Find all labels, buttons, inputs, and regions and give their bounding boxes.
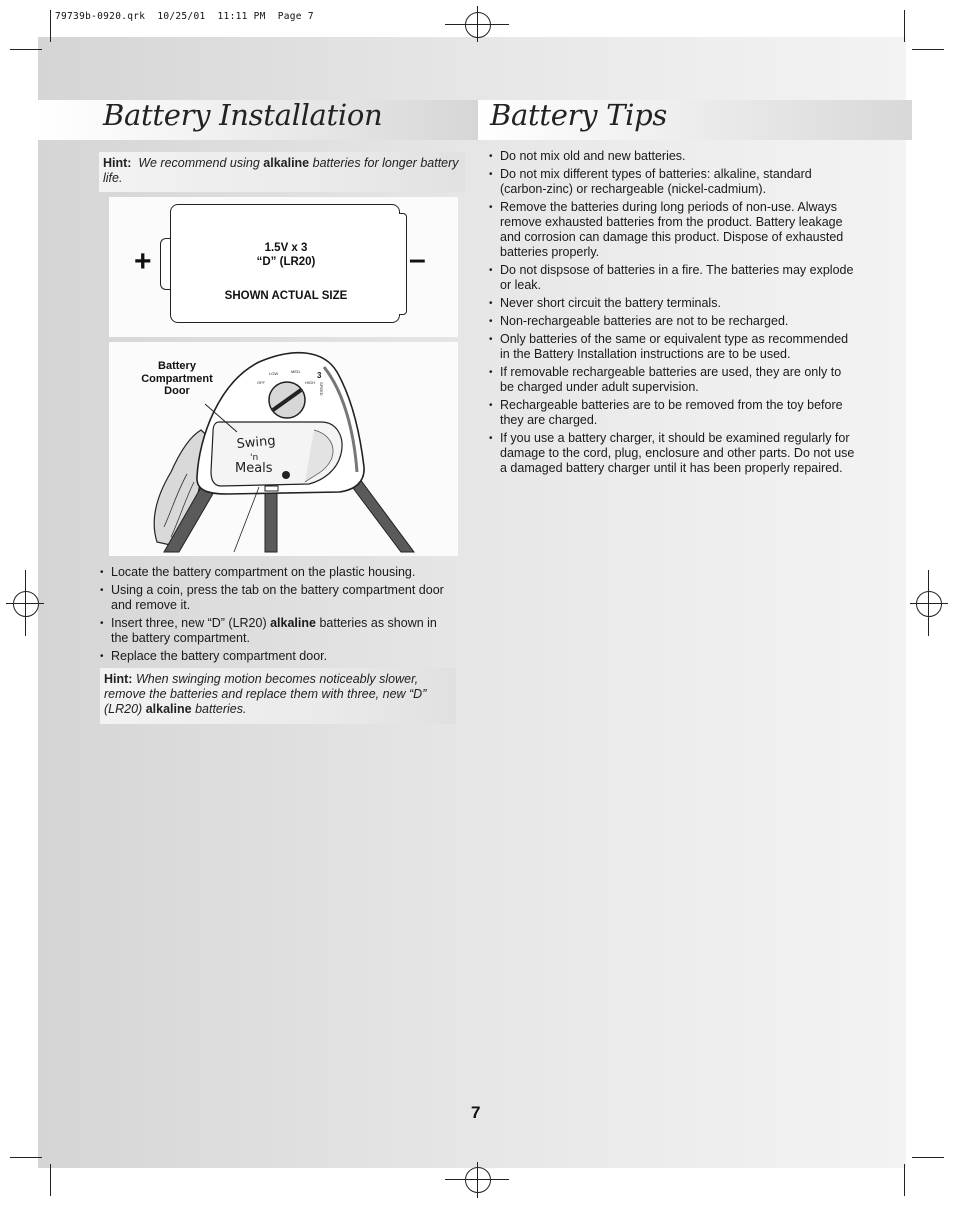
list-item: • Non-rechargeable batteries are not to be recharged. bbox=[489, 314, 855, 329]
list-item: • If you use a battery charger, it should be examined regularly for damage to the cord, plug, enclosure and other parts. Do not use a damaged battery charger until it has been properly repaired. bbox=[489, 431, 855, 476]
crop-mark bbox=[10, 1157, 42, 1158]
crop-mark bbox=[50, 1164, 51, 1196]
battery-size: “D” (LR20) bbox=[256, 256, 316, 268]
hint-text: We recommend using bbox=[138, 156, 260, 170]
list-item: • Do not dispsose of batteries in a fire. The batteries may explode or leak. bbox=[489, 263, 855, 293]
list-item: • Never short circuit the battery terminals. bbox=[489, 296, 855, 311]
list-item: • If removable rechargeable batteries are used, they are only to be charged under adult supervision. bbox=[489, 365, 855, 395]
negative-sign: – bbox=[409, 243, 426, 276]
crop-mark bbox=[912, 49, 944, 50]
speed-label: SPEED bbox=[319, 382, 324, 396]
hint-bold: alkaline bbox=[145, 702, 192, 716]
installation-steps bbox=[100, 565, 452, 667]
crop-mark bbox=[10, 49, 42, 50]
logo-n: 'n bbox=[250, 453, 259, 463]
list-item: • Replace the battery compartment door. bbox=[100, 649, 452, 664]
hint-label: Hint: bbox=[104, 672, 133, 686]
crop-mark bbox=[912, 1157, 944, 1158]
dial-label-high: HIGH bbox=[305, 380, 315, 385]
list-item: • Using a coin, press the tab on the battery compartment door and remove it. bbox=[100, 583, 452, 613]
hint-bold: alkaline bbox=[263, 156, 310, 170]
dial-label-low: LOW bbox=[269, 371, 279, 376]
positive-sign: + bbox=[134, 245, 152, 278]
list-item: • Locate the battery compartment on the plastic housing. bbox=[100, 565, 452, 580]
list-item: • Remove the batteries during long periods of non-use. Always remove exhausted batteries from the product. Battery leakage and corrosion can damage this product. Dispose of exhausted batteries properly. bbox=[489, 200, 855, 260]
battery-actual-size-label: SHOWN ACTUAL SIZE bbox=[224, 290, 348, 302]
crop-mark bbox=[904, 1164, 905, 1196]
swing-center-post bbox=[265, 490, 277, 552]
printer-slug: 79739b-0920.qrk 10/25/01 11:11 PM Page 7 bbox=[55, 11, 314, 22]
hint-text: batteries. bbox=[195, 702, 247, 716]
battery-compartment-callout: Battery Compartment Door bbox=[141, 360, 213, 397]
crop-mark bbox=[50, 10, 51, 42]
hint-top bbox=[99, 152, 465, 192]
crop-mark bbox=[904, 10, 905, 42]
battery-tips-list bbox=[489, 149, 855, 479]
logo-meals: Meals bbox=[235, 461, 273, 476]
list-item: • Rechargeable batteries are to be removed from the toy before they are charged. bbox=[489, 398, 855, 428]
battery-voltage: 1.5V x 3 bbox=[264, 242, 308, 254]
list-item: • Insert three, new “D” (LR20) alkaline batteries as shown in the battery compartment. bbox=[100, 616, 452, 646]
list-item: • Only batteries of the same or equivalent type as recommended in the Battery Installation instructions are to be used. bbox=[489, 332, 855, 362]
list-item: • Do not mix old and new batteries. bbox=[489, 149, 855, 164]
battery-tips-title: Battery Tips bbox=[490, 98, 667, 132]
speed-number: 3 bbox=[317, 371, 322, 380]
hint-bottom bbox=[100, 668, 456, 724]
dial-label-off: OFF bbox=[257, 380, 265, 385]
page-number: 7 bbox=[471, 1103, 481, 1122]
hint-text: When swinging motion becomes noticeably slower, remove the batteries and replace them with three, new “D” (LR20) bbox=[104, 672, 427, 716]
hint-label: Hint: bbox=[103, 156, 132, 170]
dial-label-med: MED. bbox=[291, 369, 301, 374]
compartment-tab bbox=[265, 486, 278, 491]
hint-text: batteries for longer battery life. bbox=[103, 156, 459, 185]
list-item: • Do not mix different types of batteries: alkaline, standard (carbon-zinc) or rechargeable (nickel-cadmium). bbox=[489, 167, 855, 197]
logo-swing: Swing bbox=[236, 433, 277, 452]
battery-installation-title: Battery Installation bbox=[103, 98, 383, 132]
